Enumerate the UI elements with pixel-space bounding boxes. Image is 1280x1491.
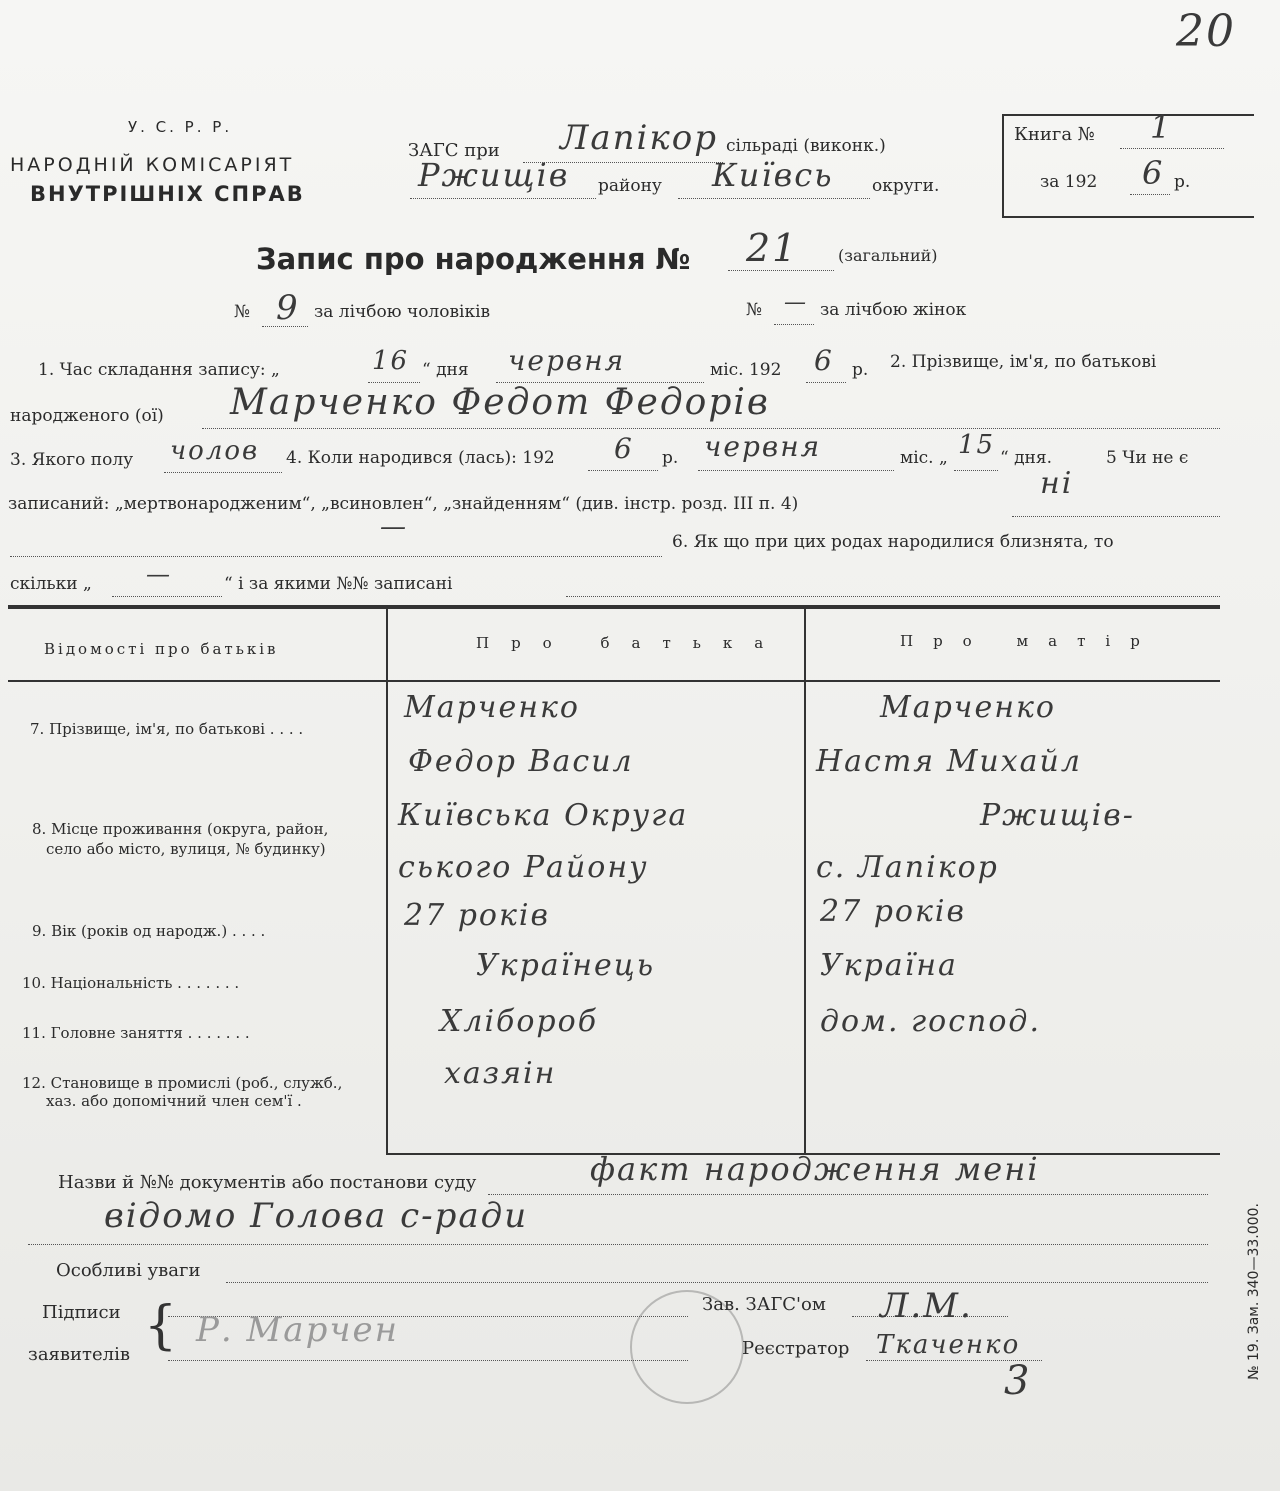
applicant-signature: Р. Марчен [196,1310,400,1350]
documents-label: Назви й №№ документів або постанови суду [58,1172,477,1193]
table-head-rule [8,680,1220,682]
men-count-prefix: № [234,302,251,322]
row-label-nationality: 10. Національність . . . . . . . [22,974,240,992]
men-count-suffix: за лічбою чоловіків [314,302,491,322]
documents-text-1: факт народження мені [590,1150,1040,1188]
field4-month: червня [704,430,822,463]
field4-year-suffix: р. [662,448,679,468]
header-ussr: У. С. Р. Р. [128,118,233,136]
father-residence-2: ського Району [398,850,649,885]
field4-day: 15 [958,430,996,460]
book-year-value: 6 [1142,154,1165,192]
field5-value: ні [1040,466,1074,501]
col-header-info: Відомості про батьків [44,640,279,658]
field6-value: — [380,512,408,542]
book-year-suffix: р. [1174,172,1191,192]
field1-year-suffix: р. [852,360,869,380]
zags-district-suffix: району [598,176,662,196]
signatures-brace: { [144,1296,178,1356]
row-label-residence-2: село або місто, вулиця, № будинку) [46,840,326,858]
zags-village-suffix: сільраді (виконк.) [726,136,886,156]
row-label-age: 9. Вік (років од народж.) . . . . [32,922,266,940]
signatures-label-1: Підписи [42,1302,121,1323]
registrar-label: Реєстратор [742,1338,850,1359]
documents-text-2: відомо Голова с-ради [104,1196,529,1236]
registrar-signature: Ткаченко [876,1330,1021,1360]
row-label-occupation: 11. Головне заняття . . . . . . . [22,1024,250,1042]
field6-label2b: “ і за якими №№ записані [224,574,453,594]
zags-head-label: Зав. ЗАГС'ом [702,1294,826,1315]
field6-count: — [146,560,172,588]
table-col-divider-2 [804,609,806,1154]
print-side-note: № 19. Зам. 340—33.000. [1246,1203,1262,1380]
field1-year: 6 [814,344,834,377]
women-count-prefix: № [746,300,763,320]
table-col-divider-1 [386,609,388,1154]
mother-age: 27 років [820,894,966,929]
men-count-value: 9 [276,288,300,328]
field2-label: 2. Прізвище, ім'я, по батькові [890,352,1157,372]
header-commissariat: НАРОДНІЙ КОМІСАРІЯТ [10,154,295,176]
field5-label: 5 Чи не є [1106,448,1189,468]
field3-value: чолов [170,436,260,466]
special-remarks-label: Особливі уваги [56,1260,201,1281]
father-age: 27 років [404,898,550,933]
field2-label2: народженого (ої) [10,406,164,426]
father-residence-1: Київська Округа [398,798,689,833]
mother-residence-1: Ржищів- [980,798,1135,833]
signatures-label-2: заявителів [28,1344,130,1365]
mother-nationality: Україна [820,948,958,983]
mother-occupation: дом. господ. [820,1004,1041,1039]
field6-label2a: скільки „ [10,574,92,594]
zags-district-value: Ржищів [418,156,570,194]
record-title: Запис про народження № [256,242,691,276]
handwritten-mark: 3 [1004,1358,1032,1404]
field4-year: 6 [614,432,634,465]
field1-label: 1. Час складання запису: „ [38,360,280,380]
field1-day-suffix: “ дня [422,360,469,380]
book-label: Книга № [1014,124,1095,145]
field1-day: 16 [372,346,410,376]
field6-label: 6. Як що при цих родах народилися близнята, то [672,532,1114,552]
field1-month: червня [508,344,626,377]
field3-label: 3. Якого полу [10,450,134,470]
zags-okruha-value: Київсь [712,156,834,194]
col-header-mother: Про матір [900,632,1160,650]
father-surname: Марченко [404,690,580,725]
zags-prefix: ЗАГС при [408,140,500,161]
father-nationality: Українець [476,948,656,983]
row-label-status-2: хаз. або допомічний член сем'ї . [46,1092,302,1110]
women-count-suffix: за лічбою жінок [820,300,967,320]
zags-okruha-suffix: округи. [872,176,940,196]
page-number: 20 [1176,6,1236,57]
record-title-suffix: (загальний) [838,246,938,265]
field5-label2: записаний: „мертвонародженим“, „всиновлен“, „знайденням“ (див. інстр. розд. III п. 4) [8,494,799,514]
mother-residence-2: с. Лапікор [816,850,999,885]
mother-surname: Марченко [880,690,1056,725]
zags-head-signature: Л.М. [880,1286,973,1326]
field2-name: Марченко Федот Федорів [230,382,770,423]
book-year-prefix: за 192 [1040,172,1098,192]
women-count-value: — [784,290,808,315]
mother-given-names: Настя Михайл [816,744,1082,779]
record-number-value: 21 [746,226,799,270]
father-status: хазяін [444,1056,557,1091]
field4-label: 4. Коли народився (лась): 192 [286,448,555,468]
field4-month-suffix: міс. „ [900,448,948,468]
row-label-residence-1: 8. Місце проживання (округа, район, [32,820,329,838]
field1-year-prefix: міс. 192 [710,360,782,380]
book-number-value: 1 [1150,108,1173,146]
row-label-surname: 7. Прізвище, ім'я, по батькові . . . . [30,720,304,738]
header-department: ВНУТРІШНІХ СПРАВ [30,182,305,206]
row-label-status-1: 12. Становище в промислі (роб., служб., [22,1074,343,1092]
table-top-rule [8,605,1220,609]
field4-day-suffix: “ дня. [1000,448,1053,468]
zags-village-value: Лапікор [560,118,718,158]
father-occupation: Хлібороб [440,1004,599,1039]
col-header-father: Про батька [476,634,786,652]
father-given-names: Федор Васил [408,744,634,779]
